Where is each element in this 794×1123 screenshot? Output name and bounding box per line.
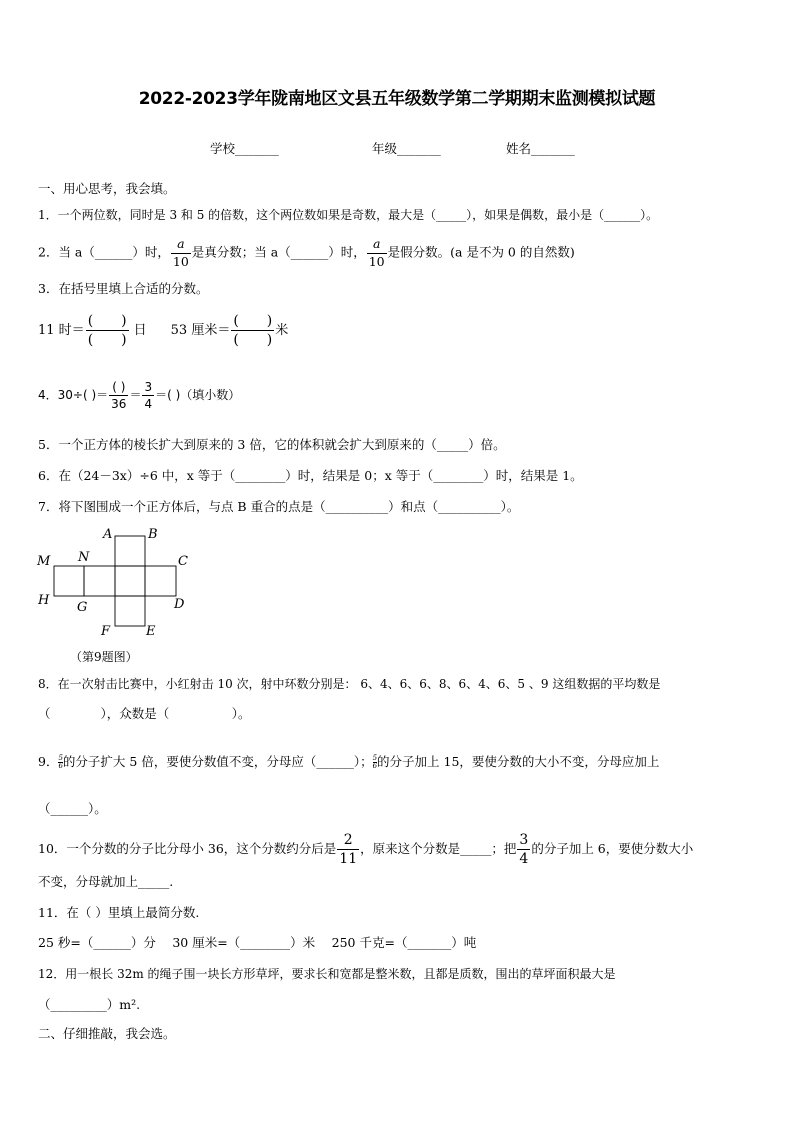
q9-fraction-2: $\frac{5}{6}$ — [372, 754, 378, 770]
q4-part2: ＝( )（填小数） — [155, 388, 241, 402]
question-6: 6．在（24－3x）÷6 中，x 等于（________）时，结果是 0；x 等于（________）时，结果是 1。 — [38, 468, 583, 483]
question-12-line-2: （_________）m². — [38, 997, 141, 1012]
question-12-line-1: 12．用一根长 32m 的绳子围一块长方形草坪，要求长和宽都是整米数，且都是质数，围出的草坪面积最大是 — [38, 967, 616, 981]
question-8-line-2: （ ），众数是（ ）。 — [38, 706, 251, 721]
page-title: 2022-2023学年陇南地区文县五年级数学第二学期期末监测模拟试题 — [138, 89, 656, 109]
q4-label: 4． — [38, 388, 58, 402]
q9-label: 9． — [38, 754, 59, 769]
q10-fraction-1: $\frac{2}{11}$ — [339, 832, 358, 867]
question-4 — [38, 381, 240, 410]
point-N-label: N — [78, 550, 90, 565]
grade-field[interactable]: 年级_______ — [372, 141, 441, 156]
section-heading-choose: 二、仔细推敲，我会选。 — [38, 1026, 176, 1041]
net-face-top — [115, 536, 145, 566]
question-11-row: 25 秒=（______）分 30 厘米=（________）米 250 千克=（_______）吨 — [38, 935, 477, 950]
q4-part1: 30÷( )＝ — [57, 388, 109, 402]
question-3-row — [38, 314, 288, 347]
net-face-middle — [115, 566, 145, 596]
question-9-line-2: （______）。 — [38, 801, 107, 816]
q4-equals: ＝ — [129, 388, 142, 402]
q3-left-unit: 日 — [133, 323, 147, 338]
point-D-label: D — [174, 597, 185, 612]
net-face-right — [145, 566, 176, 596]
q10-fraction-2: $\frac{3}{4}$ — [519, 832, 529, 867]
q3-left-fraction: $\frac{( )}{( )}$ — [87, 313, 127, 348]
q3-right-unit: 米 — [275, 323, 289, 338]
question-7: 7．将下图围成一个正方体后，与点 B 重合的点是（__________）和点（__________）。 — [38, 499, 520, 514]
point-H-label: H — [38, 593, 50, 608]
point-B-label: B — [148, 527, 158, 542]
question-10 — [38, 833, 693, 866]
q2-part2: 是真分数；当 a（______）时， — [191, 244, 366, 260]
q4-fraction-1: $\frac{( )}{36}$ — [111, 380, 127, 411]
q2-fraction-1: $\frac{a}{10}$ — [172, 236, 189, 269]
q4-fraction-2: $\frac{3}{4}$ — [144, 380, 153, 411]
name-field[interactable]: 姓名_______ — [506, 141, 575, 156]
school-field[interactable]: 学校_______ — [210, 141, 279, 156]
question-8-line-1: 8．在一次射击比赛中，小红射击 10 次，射中环数分别是： 6、4、6、6、8、6、4、6、5 、9 这组数据的平均数是 — [38, 677, 661, 691]
q9-fraction-1: $\frac{5}{6}$ — [58, 754, 63, 770]
q2-fraction-2: $\frac{a}{10}$ — [368, 236, 385, 269]
q10-part2: ，原来这个分数是_____；把 — [360, 841, 517, 856]
question-9 — [38, 755, 659, 770]
net-face-bottom — [115, 596, 145, 626]
question-11: 11．在（ ）里填上最简分数. — [38, 905, 200, 920]
question-10-line-2: 不变，分母就加上_____. — [38, 874, 174, 889]
q2-part3: 是假分数。(a 是不为 0 的自然数) — [387, 244, 575, 260]
cube-net-figure — [34, 522, 204, 668]
question-5: 5．一个正方体的棱长扩大到原来的 3 倍，它的体积就会扩大到原来的（_____）倍。 — [38, 437, 506, 452]
point-M-label: M — [37, 554, 51, 569]
section-heading-fill: 一、用心思考，我会填。 — [38, 181, 176, 196]
question-3: 3．在括号里填上合适的分数。 — [38, 281, 209, 296]
point-A-label: A — [103, 527, 113, 542]
question-1: 1．一个两位数，同时是 3 和 5 的倍数，这个两位数如果是奇数，最大是（_____），如果是偶数，最小是（______）。 — [38, 208, 659, 222]
q3-right-fraction: $\frac{( )}{( )}$ — [233, 313, 273, 348]
question-2 — [38, 238, 575, 268]
figure-caption: （第9题图） — [70, 650, 138, 664]
q9-part2: 的分子加上 15，要使分数的大小不变，分母应加上 — [377, 754, 660, 769]
point-F-label: F — [101, 624, 111, 639]
net-face-left — [84, 566, 115, 596]
point-E-label: E — [146, 624, 156, 639]
q3-left-label: 11 时＝ — [38, 323, 85, 338]
q10-part1: 10．一个分数的分子比分母小 36，这个分数约分后是 — [38, 841, 337, 856]
cube-net-lines — [54, 536, 176, 626]
net-face-far-left — [54, 566, 84, 596]
q2-part1: 2．当 a（______）时， — [38, 244, 170, 260]
q3-right-label: 53 厘米＝ — [170, 323, 231, 338]
q10-part3: 的分子加上 6，要使分数大小 — [531, 841, 694, 856]
point-G-label: G — [77, 600, 88, 615]
q9-part1: 的分子扩大 5 倍，要使分数值不变，分母应（______）； — [62, 754, 373, 769]
point-C-label: C — [178, 554, 188, 569]
